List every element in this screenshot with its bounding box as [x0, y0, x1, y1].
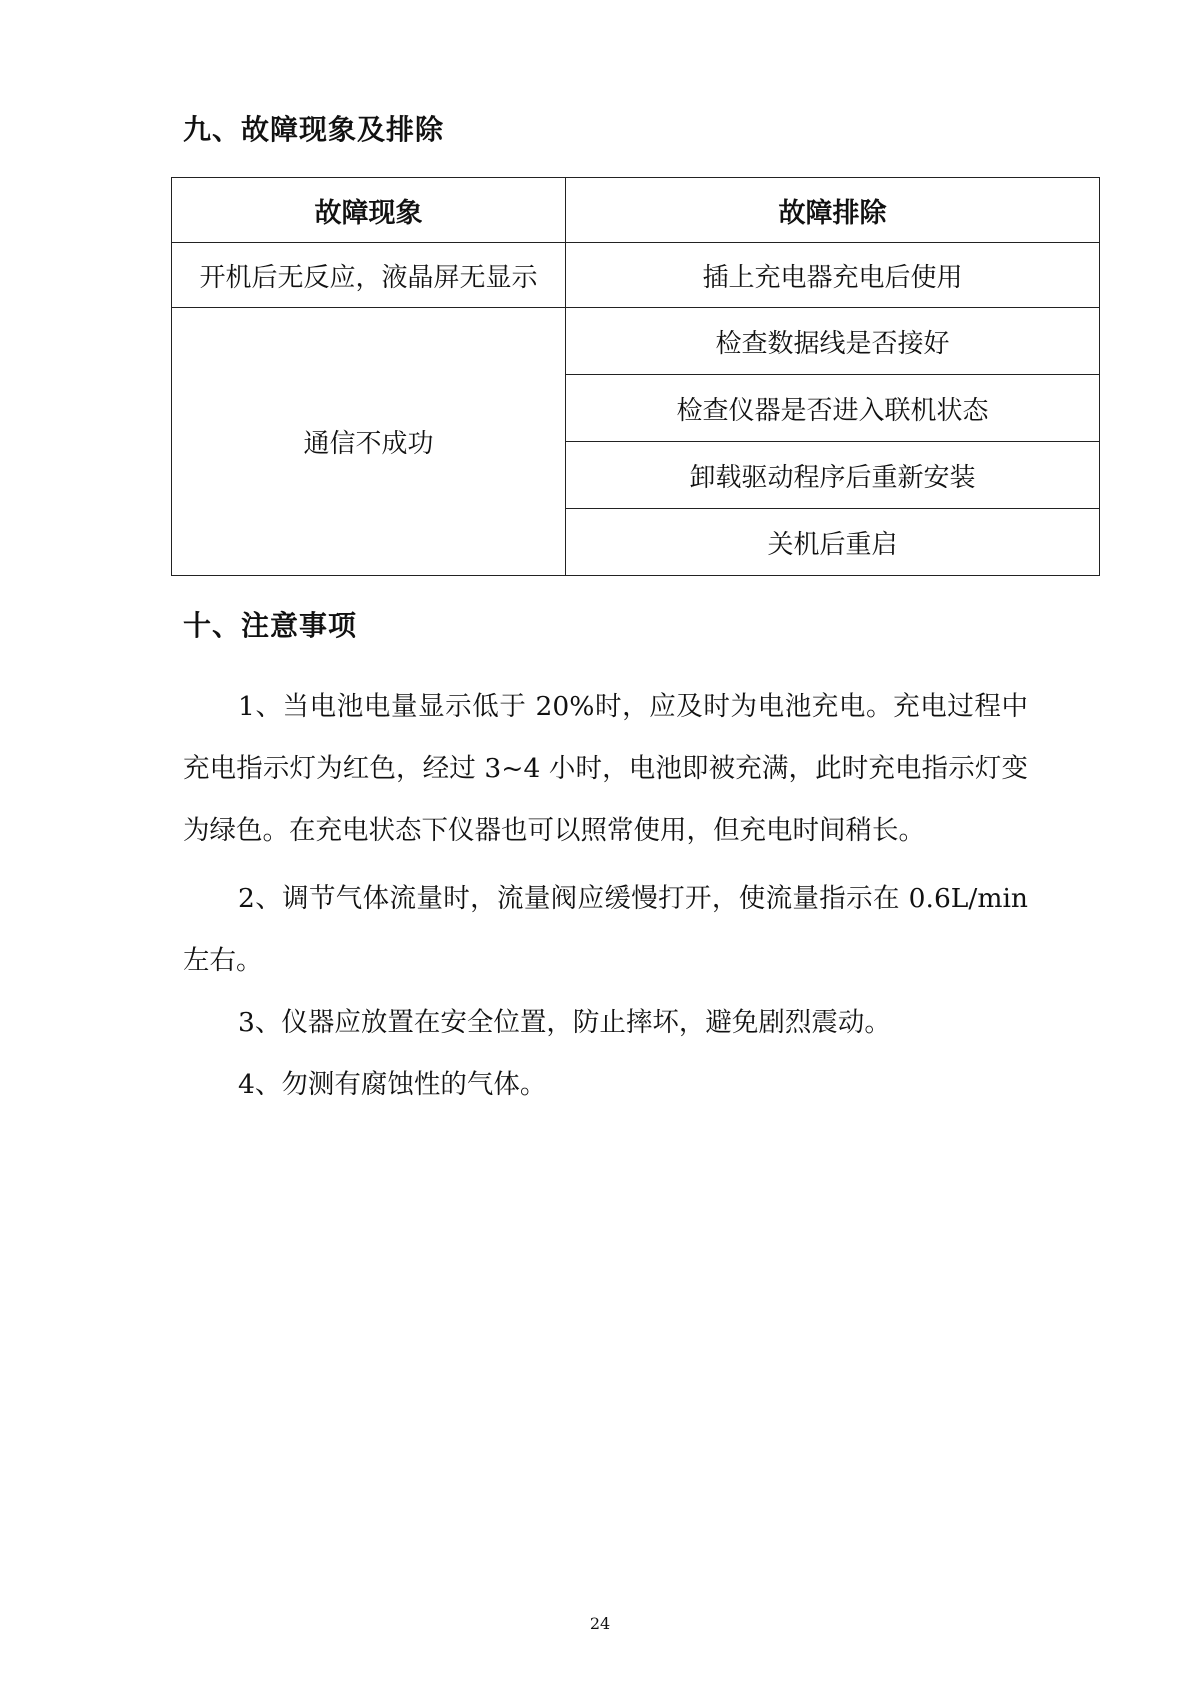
table-row	[172, 243, 1100, 308]
page-number: 24	[589, 1614, 611, 1633]
remedy-cell: 检查仪器是否进入联机状态	[566, 375, 1100, 442]
fault-table	[171, 177, 1100, 576]
header-symptom: 故障现象	[172, 178, 566, 243]
table-row	[172, 308, 1100, 375]
table-header-row	[172, 178, 1100, 243]
section-9-heading: 九、故障现象及排除	[183, 113, 445, 146]
section-10-heading: 十、注意事项	[183, 609, 358, 642]
note-item: 1、当电池电量显示低于 20%时，应及时为电池充电。充电过程中充电指示灯为红色，经过 3~4 小时，电池即被充满，此时充电指示灯变为绿色。在充电状态下仪器也可以照常使用，但充电时间稍长。	[183, 691, 1028, 846]
remedy-cell: 插上充电器充电后使用	[566, 243, 1100, 308]
note-item: 4、勿测有腐蚀性的气体。	[238, 1069, 547, 1100]
note-item: 2、调节气体流量时，流量阀应缓慢打开，使流量指示在 0.6L/min 左右。	[183, 883, 1028, 976]
symptom-cell: 通信不成功	[172, 308, 566, 576]
note-item: 3、仪器应放置在安全位置，防止摔坏，避免剧烈震动。	[238, 1007, 891, 1038]
remedy-cell: 检查数据线是否接好	[566, 308, 1100, 375]
symptom-cell: 开机后无反应，液晶屏无显示	[172, 243, 566, 308]
remedy-cell: 卸载驱动程序后重新安装	[566, 442, 1100, 509]
header-remedy: 故障排除	[566, 178, 1100, 243]
remedy-cell: 关机后重启	[566, 509, 1100, 576]
